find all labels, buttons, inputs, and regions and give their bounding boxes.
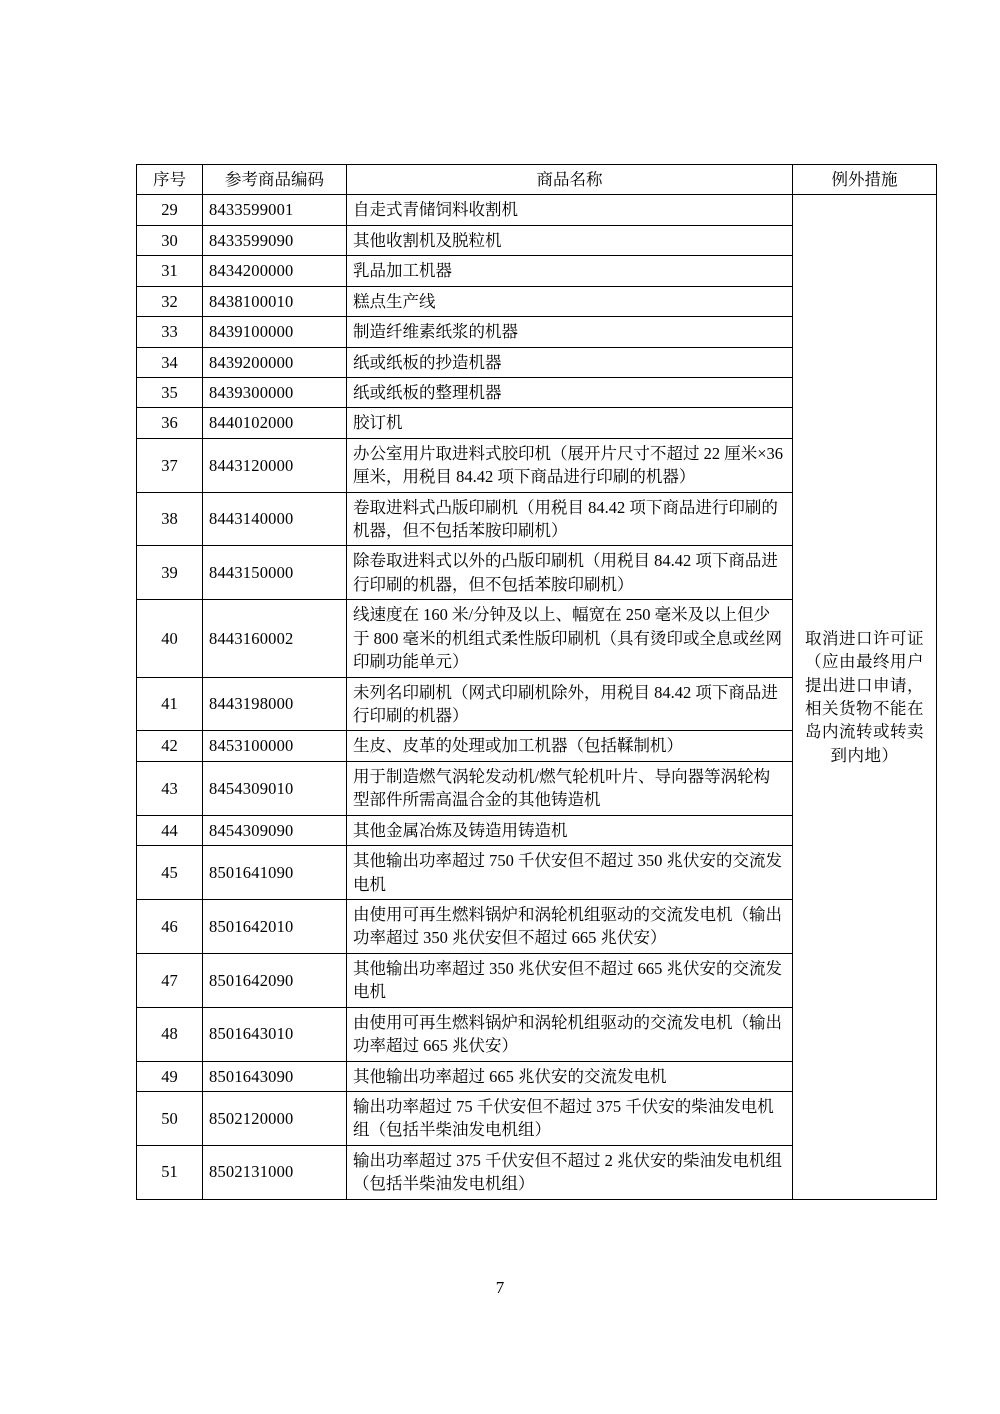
- cell-seq: 34: [137, 347, 203, 377]
- table-header: [137, 165, 937, 195]
- cell-name: 制造纤维素纸浆的机器: [347, 317, 793, 347]
- cell-name: 纸或纸板的抄造机器: [347, 347, 793, 377]
- cell-name: 糕点生产线: [347, 286, 793, 316]
- table-body: [137, 195, 937, 1199]
- cell-name: 胶订机: [347, 408, 793, 438]
- cell-code: 8501642010: [203, 899, 347, 953]
- cell-code: 8501641090: [203, 846, 347, 900]
- cell-exception: 取消进口许可证（应由最终用户提出进口申请，相关货物不能在岛内流转或转卖到内地）: [793, 195, 937, 1199]
- commodity-table: [136, 164, 937, 1200]
- cell-code: 8443198000: [203, 677, 347, 731]
- cell-name: 其他收割机及脱粒机: [347, 225, 793, 255]
- cell-code: 8439200000: [203, 347, 347, 377]
- cell-code: 8454309090: [203, 815, 347, 845]
- cell-name: 其他输出功率超过 350 兆伏安但不超过 665 兆伏安的交流发电机: [347, 953, 793, 1007]
- cell-seq: 48: [137, 1007, 203, 1061]
- cell-name: 其他输出功率超过 665 兆伏安的交流发电机: [347, 1061, 793, 1091]
- cell-name: 线速度在 160 米/分钟及以上、幅宽在 250 毫米及以上但少于 800 毫米的机组式柔性版印刷机（具有烫印或全息或丝网印刷功能单元）: [347, 600, 793, 677]
- cell-seq: 41: [137, 677, 203, 731]
- cell-name: 生皮、皮革的处理或加工机器（包括鞣制机）: [347, 731, 793, 761]
- cell-seq: 43: [137, 761, 203, 815]
- cell-code: 8501642090: [203, 953, 347, 1007]
- cell-name: 办公室用片取进料式胶印机（展开片尺寸不超过 22 厘米×36 厘米，用税目 84.42 项下商品进行印刷的机器）: [347, 438, 793, 492]
- cell-seq: 38: [137, 492, 203, 546]
- cell-seq: 50: [137, 1091, 203, 1145]
- column-header-name: 商品名称: [347, 165, 793, 195]
- cell-code: 8440102000: [203, 408, 347, 438]
- cell-seq: 44: [137, 815, 203, 845]
- cell-seq: 31: [137, 256, 203, 286]
- cell-seq: 30: [137, 225, 203, 255]
- cell-name: 其他金属冶炼及铸造用铸造机: [347, 815, 793, 845]
- cell-name: 纸或纸板的整理机器: [347, 377, 793, 407]
- cell-name: 输出功率超过 375 千伏安但不超过 2 兆伏安的柴油发电机组（包括半柴油发电机组）: [347, 1145, 793, 1199]
- cell-name: 其他输出功率超过 750 千伏安但不超过 350 兆伏安的交流发电机: [347, 846, 793, 900]
- cell-seq: 32: [137, 286, 203, 316]
- commodity-table-container: [136, 164, 936, 1200]
- cell-name: 由使用可再生燃料锅炉和涡轮机组驱动的交流发电机（输出功率超过 350 兆伏安但不超过 665 兆伏安）: [347, 899, 793, 953]
- cell-code: 8501643090: [203, 1061, 347, 1091]
- column-header-code: 参考商品编码: [203, 165, 347, 195]
- cell-seq: 46: [137, 899, 203, 953]
- cell-name: 除卷取进料式以外的凸版印刷机（用税目 84.42 项下商品进行印刷的机器，但不包括苯胺印刷机）: [347, 546, 793, 600]
- cell-code: 8443160002: [203, 600, 347, 677]
- cell-seq: 49: [137, 1061, 203, 1091]
- cell-code: 8443120000: [203, 438, 347, 492]
- cell-seq: 35: [137, 377, 203, 407]
- cell-seq: 42: [137, 731, 203, 761]
- cell-code: 8439100000: [203, 317, 347, 347]
- cell-code: 8501643010: [203, 1007, 347, 1061]
- cell-code: 8453100000: [203, 731, 347, 761]
- cell-code: 8439300000: [203, 377, 347, 407]
- cell-seq: 29: [137, 195, 203, 225]
- column-header-seq: 序号: [137, 165, 203, 195]
- page-number: 7: [495, 1278, 505, 1297]
- cell-seq: 45: [137, 846, 203, 900]
- cell-code: 8454309010: [203, 761, 347, 815]
- cell-seq: 40: [137, 600, 203, 677]
- cell-name: 卷取进料式凸版印刷机（用税目 84.42 项下商品进行印刷的机器，但不包括苯胺印刷机）: [347, 492, 793, 546]
- cell-seq: 36: [137, 408, 203, 438]
- cell-seq: 39: [137, 546, 203, 600]
- cell-code: 8443140000: [203, 492, 347, 546]
- cell-code: 8433599090: [203, 225, 347, 255]
- table-row: [137, 195, 937, 225]
- cell-seq: 47: [137, 953, 203, 1007]
- cell-code: 8443150000: [203, 546, 347, 600]
- cell-code: 8433599001: [203, 195, 347, 225]
- cell-name: 乳品加工机器: [347, 256, 793, 286]
- cell-code: 8502131000: [203, 1145, 347, 1199]
- cell-name: 由使用可再生燃料锅炉和涡轮机组驱动的交流发电机（输出功率超过 665 兆伏安）: [347, 1007, 793, 1061]
- table-header-row: [137, 165, 937, 195]
- cell-name: 未列名印刷机（网式印刷机除外，用税目 84.42 项下商品进行印刷的机器）: [347, 677, 793, 731]
- cell-code: 8438100010: [203, 286, 347, 316]
- cell-seq: 37: [137, 438, 203, 492]
- cell-name: 用于制造燃气涡轮发动机/燃气轮机叶片、导向器等涡轮构型部件所需高温合金的其他铸造机: [347, 761, 793, 815]
- cell-code: 8502120000: [203, 1091, 347, 1145]
- column-header-exception: 例外措施: [793, 165, 937, 195]
- cell-seq: 33: [137, 317, 203, 347]
- cell-name: 自走式青储饲料收割机: [347, 195, 793, 225]
- cell-code: 8434200000: [203, 256, 347, 286]
- cell-name: 输出功率超过 75 千伏安但不超过 375 千伏安的柴油发电机组（包括半柴油发电机组）: [347, 1091, 793, 1145]
- cell-seq: 51: [137, 1145, 203, 1199]
